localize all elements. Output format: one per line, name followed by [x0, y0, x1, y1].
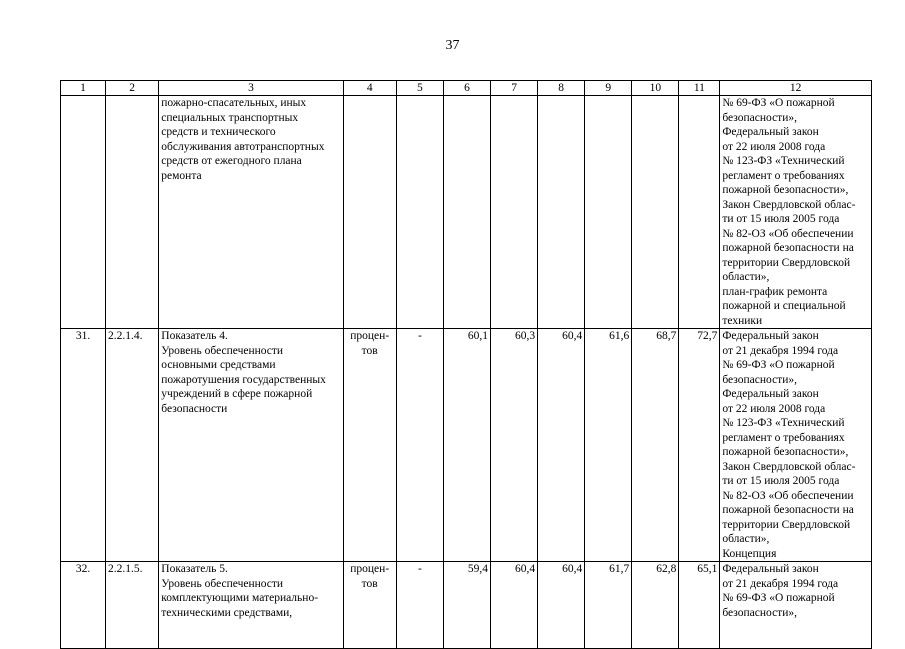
value-cell	[538, 96, 585, 329]
unit-cell: процен- тов	[343, 329, 396, 562]
source-cell: Федеральный закон от 21 декабря 1994 года № 69-ФЗ «О пожарной безопасности»,	[720, 562, 872, 649]
base-value-cell: -	[396, 562, 443, 649]
value-cell: 60,3	[491, 329, 538, 562]
unit-cell	[343, 96, 396, 329]
column-header: 4	[343, 81, 396, 96]
indicator-name-cell: Показатель 5. Уровень обеспеченности комплектующими материально- техническими средствами,	[159, 562, 343, 649]
value-cell: 60,4	[491, 562, 538, 649]
column-header: 6	[443, 81, 490, 96]
row-number-cell: 31.	[61, 329, 106, 562]
column-header: 5	[396, 81, 443, 96]
value-cell: 61,6	[585, 329, 632, 562]
column-header: 2	[106, 81, 159, 96]
value-cell	[585, 96, 632, 329]
value-cell: 60,1	[443, 329, 490, 562]
value-cell: 65,1	[679, 562, 720, 649]
value-cell: 61,7	[585, 562, 632, 649]
value-cell	[491, 96, 538, 329]
value-cell: 62,8	[632, 562, 679, 649]
base-value-cell: -	[396, 329, 443, 562]
page-number: 37	[445, 38, 460, 53]
column-header: 8	[538, 81, 585, 96]
value-cell	[679, 96, 720, 329]
value-cell: 60,4	[538, 562, 585, 649]
value-cell: 59,4	[443, 562, 490, 649]
value-cell: 68,7	[632, 329, 679, 562]
indicators-table	[60, 80, 872, 649]
column-header: 12	[720, 81, 872, 96]
row-code-cell: 2.2.1.4.	[106, 329, 159, 562]
source-cell: № 69-ФЗ «О пожарной безопасности», Федеральный закон от 22 июля 2008 года № 123-ФЗ «Технический регламент о требованиях пожарной безопасности», Закон Свердловской облас- ти от 15 июля 2005 года № 82-ОЗ «Об обеспечении пожарной безопасности на территории Свердловской области», план-график ремонта пожарной и специальной техники	[720, 96, 872, 329]
value-cell	[632, 96, 679, 329]
table-row	[61, 562, 872, 649]
column-header: 7	[491, 81, 538, 96]
unit-cell: процен- тов	[343, 562, 396, 649]
row-code-cell	[106, 96, 159, 329]
header-row	[61, 81, 872, 96]
row-number-cell: 32.	[61, 562, 106, 649]
column-header: 10	[632, 81, 679, 96]
row-number-cell	[61, 96, 106, 329]
value-cell	[443, 96, 490, 329]
source-cell: Федеральный закон от 21 декабря 1994 года № 69-ФЗ «О пожарной безопасности», Федеральный закон от 22 июля 2008 года № 123-ФЗ «Технический регламент о требованиях пожарной безопасности», Закон Свердловской облас- ти от 15 июля 2005 года № 82-ОЗ «Об обеспечении пожарной безопасности на территории Свердловской области», Концепция	[720, 329, 872, 562]
indicator-name-cell: Показатель 4. Уровень обеспеченности основными средствами пожаротушения государственных учреждений в сфере пожарной безопасности	[159, 329, 343, 562]
value-cell: 72,7	[679, 329, 720, 562]
column-header: 11	[679, 81, 720, 96]
indicator-name-cell: пожарно-спасательных, иных специальных транспортных средств и технического обслуживания автотранспортных средств от ежегодного плана ремонта	[159, 96, 343, 329]
table-row	[61, 329, 872, 562]
base-value-cell	[396, 96, 443, 329]
table-row	[61, 96, 872, 329]
column-header: 1	[61, 81, 106, 96]
value-cell: 60,4	[538, 329, 585, 562]
column-header: 9	[585, 81, 632, 96]
column-header: 3	[159, 81, 343, 96]
row-code-cell: 2.2.1.5.	[106, 562, 159, 649]
